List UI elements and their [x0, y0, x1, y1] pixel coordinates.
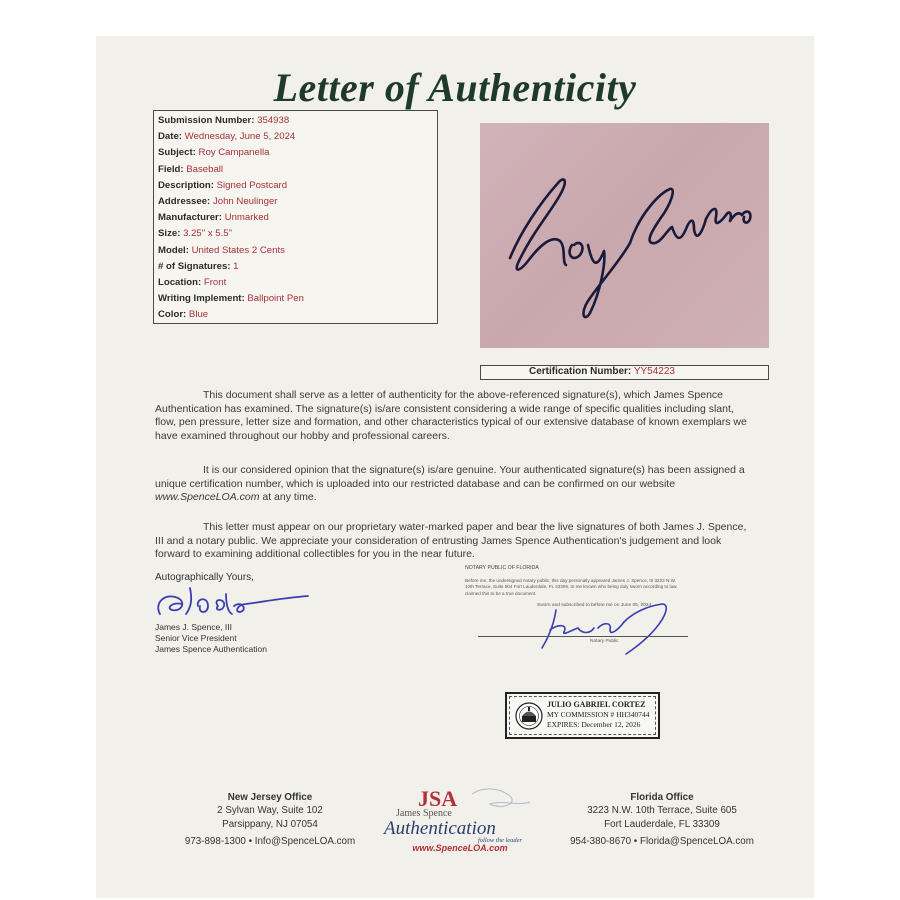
- autograph-photo: [480, 123, 769, 348]
- detail-row: [158, 194, 433, 210]
- detail-label: Addressee:: [158, 196, 211, 208]
- detail-value: 1: [233, 260, 239, 272]
- detail-value: 354938: [257, 115, 290, 126]
- florida-office: [557, 791, 767, 848]
- detail-value: Front: [203, 277, 227, 289]
- detail-label: # of Signatures:: [158, 260, 231, 272]
- nj-office-address-2: Parsippany, NJ 07054: [222, 818, 318, 830]
- detail-label: Description:: [158, 179, 214, 191]
- fl-office-address-1: 3223 N.W. 10th Terrace, Suite 605: [587, 805, 737, 817]
- detail-value: Unmarked: [224, 212, 269, 224]
- jsa-logo-line2: Authentication: [384, 818, 496, 839]
- notary-signature-line: [478, 636, 688, 637]
- autograph-signature-roy-campanella: [480, 123, 769, 348]
- detail-row: [158, 243, 433, 259]
- detail-value: Roy Campanella: [198, 147, 270, 159]
- jsa-logo-tagline: follow the leader: [478, 837, 523, 844]
- spence-signature: [152, 584, 312, 620]
- notary-signature: [538, 600, 688, 656]
- detail-label: Field:: [158, 163, 184, 175]
- detail-row: [158, 145, 433, 161]
- detail-label: Location:: [158, 277, 202, 289]
- paragraph-opinion: It is our considered opinion that the signature(s) is/are genuine. Your authenticated signature(s) has been assigned a unique certification number, which is uploaded into our restricted database and can be confirmed on our website www.SpenceLOA.com at any time.: [155, 464, 745, 503]
- certification-label: Certification Number:: [529, 366, 632, 377]
- signer-name: James J. Spence, III: [155, 622, 233, 632]
- jsa-logo-line1: James Spence: [396, 808, 452, 819]
- fl-office-contact: 954-380-8670 • Florida@SpenceLOA.com: [570, 835, 754, 847]
- detail-row: [158, 210, 433, 226]
- notary-expiration: EXPIRES: December 12, 2026: [547, 720, 641, 729]
- signer-block: [155, 622, 267, 655]
- detail-label: Color:: [158, 309, 187, 321]
- detail-row: [158, 275, 433, 291]
- jsa-logo-letters: JSA: [418, 786, 458, 811]
- jsa-logo: [380, 782, 540, 844]
- nj-office-contact: 973-898-1300 • Info@SpenceLOA.com: [184, 835, 356, 847]
- nj-office-address-1: 2 Sylvan Way, Suite 102: [217, 805, 323, 817]
- detail-value: United States 2 Cents: [191, 244, 285, 256]
- notary-stamp: [505, 692, 660, 739]
- notary-text: Before me, the undersigned notary public, this day personally appeared James J. Spence, III 3223 N.W. 10th Terrace, Suite 604 Fort Lauderdale, FL 33309, to me known who being duly sworn according to law, claimed this to be a true document.: [465, 578, 678, 596]
- notary-commission: MY COMMISSION # HH340744: [547, 710, 650, 719]
- detail-row: [158, 129, 433, 145]
- certification-value: YY54223: [633, 366, 675, 377]
- page-title: Letter of Authenticity: [273, 65, 637, 110]
- notary-heading: NOTARY PUBLIC OF FLORIDA: [465, 565, 539, 571]
- notary-sworn: Sworn and subscribed to before me on June 05, 2024: [537, 603, 652, 608]
- detail-label: Manufacturer:: [158, 212, 222, 224]
- detail-value: Wednesday, June 5, 2024: [184, 131, 296, 143]
- closing-text: Autographically Yours,: [155, 572, 254, 583]
- detail-value: 3.25" x 5.5": [183, 228, 233, 240]
- paragraph-watermark: This letter must appear on our proprietary water-marked paper and bear the live signatures of both James J. Spence, III and a notary public. We appreciate your consideration of entrusting James Spence Authentication's judgement and look forward to examining additional collectibles for you in the near future.: [155, 521, 747, 560]
- detail-label: Writing Implement:: [158, 293, 245, 305]
- detail-label: Date:: [158, 131, 182, 143]
- detail-value: John Neulinger: [212, 196, 278, 208]
- detail-label: Subject:: [158, 147, 196, 159]
- detail-value: Ballpoint Pen: [247, 293, 304, 305]
- footer-website[interactable]: www.SpenceLOA.com: [412, 843, 508, 853]
- detail-value: Blue: [188, 309, 209, 321]
- detail-row: [158, 307, 433, 323]
- detail-row: [158, 226, 433, 242]
- detail-row: [158, 162, 433, 178]
- signer-company: James Spence Authentication: [155, 644, 267, 654]
- detail-value: Signed Postcard: [216, 179, 288, 191]
- detail-row: [158, 178, 433, 194]
- nj-office-heading: New Jersey Office: [227, 792, 313, 803]
- new-jersey-office: [175, 791, 365, 848]
- website-link-inline[interactable]: www.SpenceLOA.com: [155, 491, 260, 503]
- fl-office-address-2: Fort Lauderdale, FL 33309: [604, 818, 720, 830]
- detail-label: Size:: [158, 228, 181, 240]
- detail-row: [158, 259, 433, 275]
- detail-row: [158, 291, 433, 307]
- detail-label: Model:: [158, 244, 189, 256]
- detail-label: Submission Number:: [158, 115, 255, 126]
- notary-label: Notary Public: [590, 639, 619, 644]
- certification-number-box: [480, 365, 769, 380]
- signer-role: Senior Vice President: [155, 633, 237, 643]
- detail-value: Baseball: [186, 163, 224, 175]
- paragraph-examination: This document shall serve as a letter of authenticity for the above-referenced signature(s), which James Spence Authentication has examined. The signature(s) is/are consistent considering a wide range of specific qualities including slant, flow, pen pressure, letter size and formation, and other characteristics typical of our extensive database of known exemplars we have examined throughout our hobby and professional careers.: [155, 389, 747, 442]
- state-seal-icon: [514, 700, 544, 732]
- details-box: [153, 110, 438, 324]
- notary-name: JULIO GABRIEL CORTEZ: [547, 700, 646, 709]
- detail-row: [158, 113, 433, 129]
- fl-office-heading: Florida Office: [630, 792, 694, 803]
